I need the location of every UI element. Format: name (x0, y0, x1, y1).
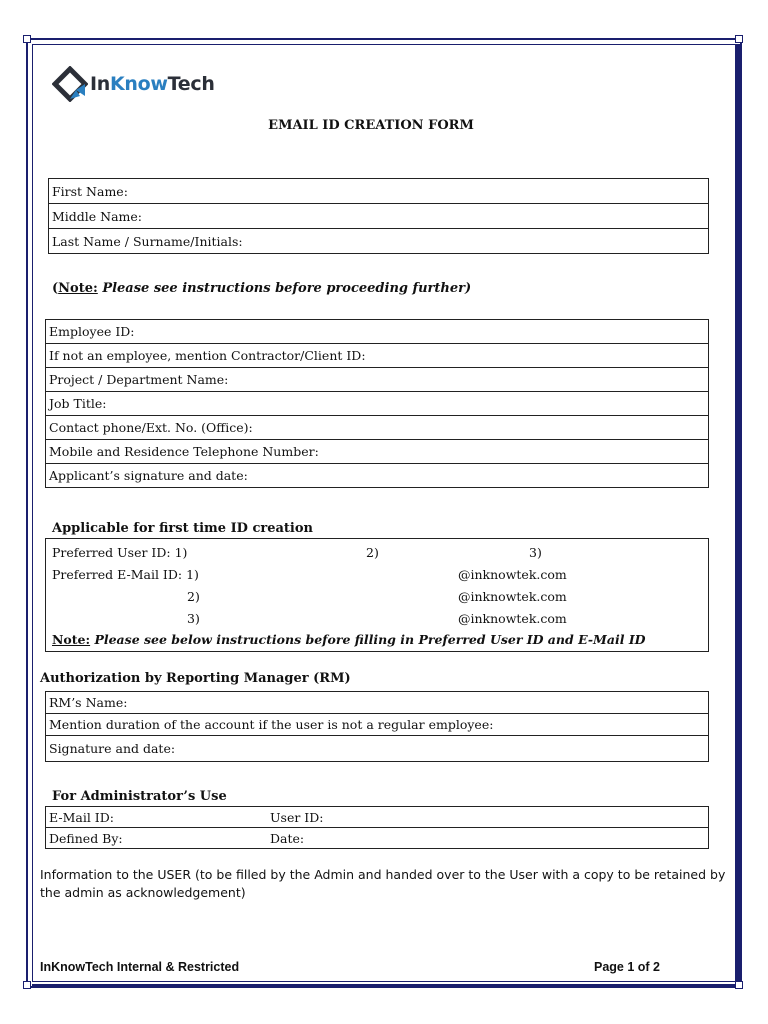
department-field[interactable]: Project / Department Name: (46, 368, 709, 392)
preferred-user-id-option-3[interactable]: 3) (529, 545, 542, 560)
name-fields-table (48, 178, 709, 254)
table-row (46, 320, 709, 344)
preferred-email-option-2[interactable]: 2) (187, 589, 200, 604)
corner-ornament-bottom-right (735, 981, 743, 989)
mobile-phone-field[interactable]: Mobile and Residence Telephone Number: (46, 440, 709, 464)
admin-defined-by-field[interactable]: Defined By: (46, 828, 268, 849)
table-row (46, 440, 709, 464)
rm-name-field[interactable]: RM’s Name: (46, 692, 709, 714)
email-domain-3: @inknowtek.com (458, 611, 567, 626)
applicant-signature-field[interactable]: Applicant’s signature and date: (46, 464, 709, 488)
table-row (49, 204, 709, 229)
authorization-heading: Authorization by Reporting Manager (RM) (40, 671, 351, 686)
table-row (49, 179, 709, 204)
preferred-user-id-label: Preferred User ID: 1) (52, 545, 188, 560)
admin-date-field[interactable]: Date: (267, 828, 709, 849)
table-row (46, 736, 709, 762)
last-name-field[interactable]: Last Name / Surname/Initials: (49, 229, 709, 254)
admin-table (45, 806, 709, 849)
table-row (46, 368, 709, 392)
corner-ornament-top-right (735, 35, 743, 43)
footer-classification: InKnowTech Internal & Restricted (40, 960, 240, 974)
admin-email-id-field[interactable]: E-Mail ID: (46, 807, 268, 828)
middle-name-field[interactable]: Middle Name: (49, 204, 709, 229)
preferred-user-id-option-2[interactable]: 2) (366, 545, 379, 560)
table-row (46, 828, 709, 849)
first-name-field[interactable]: First Name: (49, 179, 709, 204)
preferred-email-label: Preferred E-Mail ID: 1) (52, 567, 199, 582)
logo-wordmark: InKnowTech (90, 73, 215, 95)
contractor-id-field[interactable]: If not an employee, mention Contractor/Client ID: (46, 344, 709, 368)
preferred-ids-note: Note: Please see below instructions before filling in Preferred User ID and E-Mail ID (52, 632, 646, 647)
company-logo (52, 66, 215, 102)
account-duration-field[interactable]: Mention duration of the account if the user is not a regular employee: (46, 714, 709, 736)
corner-ornament-top-left (23, 35, 31, 43)
preferred-ids-box (45, 538, 709, 652)
footer-page-number: Page 1 of 2 (594, 960, 660, 974)
employee-id-field[interactable]: Employee ID: (46, 320, 709, 344)
admin-user-id-field[interactable]: User ID: (267, 807, 709, 828)
table-row (49, 229, 709, 254)
logo-diamond-icon (52, 66, 88, 102)
table-row (46, 464, 709, 488)
page-border-shadow-bottom (32, 984, 740, 987)
form-title: EMAIL ID CREATION FORM (268, 118, 474, 133)
rm-signature-field[interactable]: Signature and date: (46, 736, 709, 762)
table-row (46, 392, 709, 416)
employee-fields-table (45, 319, 709, 488)
preferred-email-option-3[interactable]: 3) (187, 611, 200, 626)
email-domain-1: @inknowtek.com (458, 567, 567, 582)
page-border-shadow-right (736, 44, 740, 982)
admin-heading: For Administrator’s Use (52, 789, 227, 804)
first-time-heading: Applicable for first time ID creation (52, 521, 313, 536)
table-row (46, 692, 709, 714)
authorization-table (45, 691, 709, 762)
user-information-text: Information to the USER (to be filled by the Admin and handed over to the User with a copy to be retained by the admin as acknowledgement) (40, 867, 726, 900)
job-title-field[interactable]: Job Title: (46, 392, 709, 416)
table-row (46, 344, 709, 368)
table-row (46, 807, 709, 828)
table-row (46, 416, 709, 440)
corner-ornament-bottom-left (23, 981, 31, 989)
instructions-note: (Note: Please see instructions before proceeding further) (52, 281, 472, 296)
table-row (46, 714, 709, 736)
email-domain-2: @inknowtek.com (458, 589, 567, 604)
office-phone-field[interactable]: Contact phone/Ext. No. (Office): (46, 416, 709, 440)
